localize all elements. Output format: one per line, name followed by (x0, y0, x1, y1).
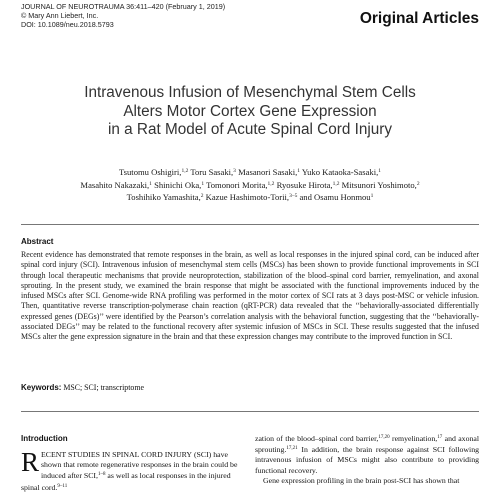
journal-header (21, 2, 251, 29)
author: Toru Sasaki,$^3$ (190, 167, 236, 177)
journal-copyright: © Mary Ann Liebert, Inc. (21, 11, 99, 20)
author-line (20, 166, 480, 179)
intro-paragraph: Gene expression profiling in the brain post-SCI has shown that (263, 475, 460, 485)
author: and Osamu Honmou$^1$ (299, 192, 374, 202)
journal-doi: DOI: 10.1089/neu.2018.5793 (21, 20, 114, 29)
intro-paragraph: zation of the blood–spinal cord barrier,$^{17,20}$ remyelination,$^{17}$ and axonal sprouting.$^{17,21}$ In addition, the brain response against SCI following intravenous infusion of MSCs might also contribute to providing functional recovery. (255, 434, 479, 475)
author-line (20, 179, 480, 192)
author: Mitsunori Yoshimoto,$^2$ (341, 179, 420, 190)
introduction-heading: Introduction (21, 434, 68, 443)
abstract-text (21, 250, 479, 342)
title-line: Intravenous Infusion of Mesenchymal Stem Cells (84, 84, 416, 101)
title-line: in a Rat Model of Acute Spinal Cord Injury (108, 121, 392, 138)
author: Shinichi Oka,$^1$ (154, 179, 205, 190)
keywords-label: Keywords: (21, 383, 62, 392)
author: Masanori Sasaki,$^1$ (238, 167, 301, 177)
drop-cap: R (21, 447, 40, 477)
author: Toshihiko Yamashita,$^2$ (126, 192, 204, 202)
abstract-paragraph: Recent evidence has demonstrated that remote responses in the brain, as well as local responses in the injured spinal cord, can be induced after spinal cord injury (SCI). Intravenous infusion of mesenchymal stem cells (MSCs) has been shown to provide functional improvements in SCI through local therapeutic mechanisms that provide neuroprotection, stabilization of the blood–spinal cord barrier, remyelination, and axonal sprouting. In the present study, we examined the brain response that might be associated with the functional improvements induced by the infused MSCs after SCI. Genome-wide RNA profiling was performed in the motor cortex of SCI rats at 3 days post-MSC or vehicle infusion. Then, quantitative reverse transcription-polymerase chain reaction (qRT-PCR) data revealed that the ‘‘behaviorally-associated differentially expressed genes (DEGs)’’ were identified by the Pearson’s correlation analysis with the behavioral function, suggesting that the ‘‘behaviorally-associated DEGs’’ may be related to the functional recovery after systemic infusion of MSCs in SCI. These results suggested that the infused MSCs alter the gene expression signature in the brain and that these expression changes may contribute to the improved function in SCI. (21, 250, 479, 341)
citation: 17,21 (286, 446, 298, 452)
section-label: Original Articles (359, 10, 479, 27)
intro-text: remote regenerative responses in the brain could be induced (41, 460, 238, 481)
citation: 9–11 (57, 483, 68, 489)
intro-text: as well as local responses in the injured spinal cord. (21, 471, 231, 492)
title-line: Alters Motor Cortex Gene Expression (123, 102, 377, 120)
author: Yuko Kataoka-Sasaki,$^1$ (301, 167, 381, 177)
citation: 1–8 (97, 472, 106, 478)
divider-bottom (21, 411, 479, 412)
divider-top (21, 224, 479, 225)
citation: 17,20 (378, 435, 390, 440)
article-title (30, 84, 470, 140)
intro-text: after SCI, (67, 471, 98, 481)
author: Tsutomu Oshigiri,$^{1,2}$ (119, 167, 189, 177)
intro-text: (SCI) have shown that (41, 450, 228, 470)
intro-column-left (21, 447, 245, 492)
abstract-heading: Abstract (21, 237, 54, 246)
journal-citation: JOURNAL OF NEUROTRAUMA 36:411–420 (February 1, 2019) (21, 2, 226, 11)
author: Tomonori Morita,$^{1,2}$ (206, 179, 275, 190)
keywords-text: MSC; SCI; transcriptome (63, 383, 144, 392)
keywords (21, 383, 144, 392)
intro-lead: ECENT STUDIES IN SPINAL CORD INJURY (41, 450, 192, 459)
citation: 17 (437, 435, 443, 440)
author: Ryosuke Hirota,$^{1,2}$ (276, 179, 340, 190)
intro-column-right (255, 433, 479, 485)
author-list (20, 166, 480, 204)
author: Kazue Hashimoto-Torii,$^{3-5}$ (205, 192, 298, 202)
author: Masahito Nakazaki,$^1$ (80, 179, 152, 190)
author-line (20, 191, 480, 204)
